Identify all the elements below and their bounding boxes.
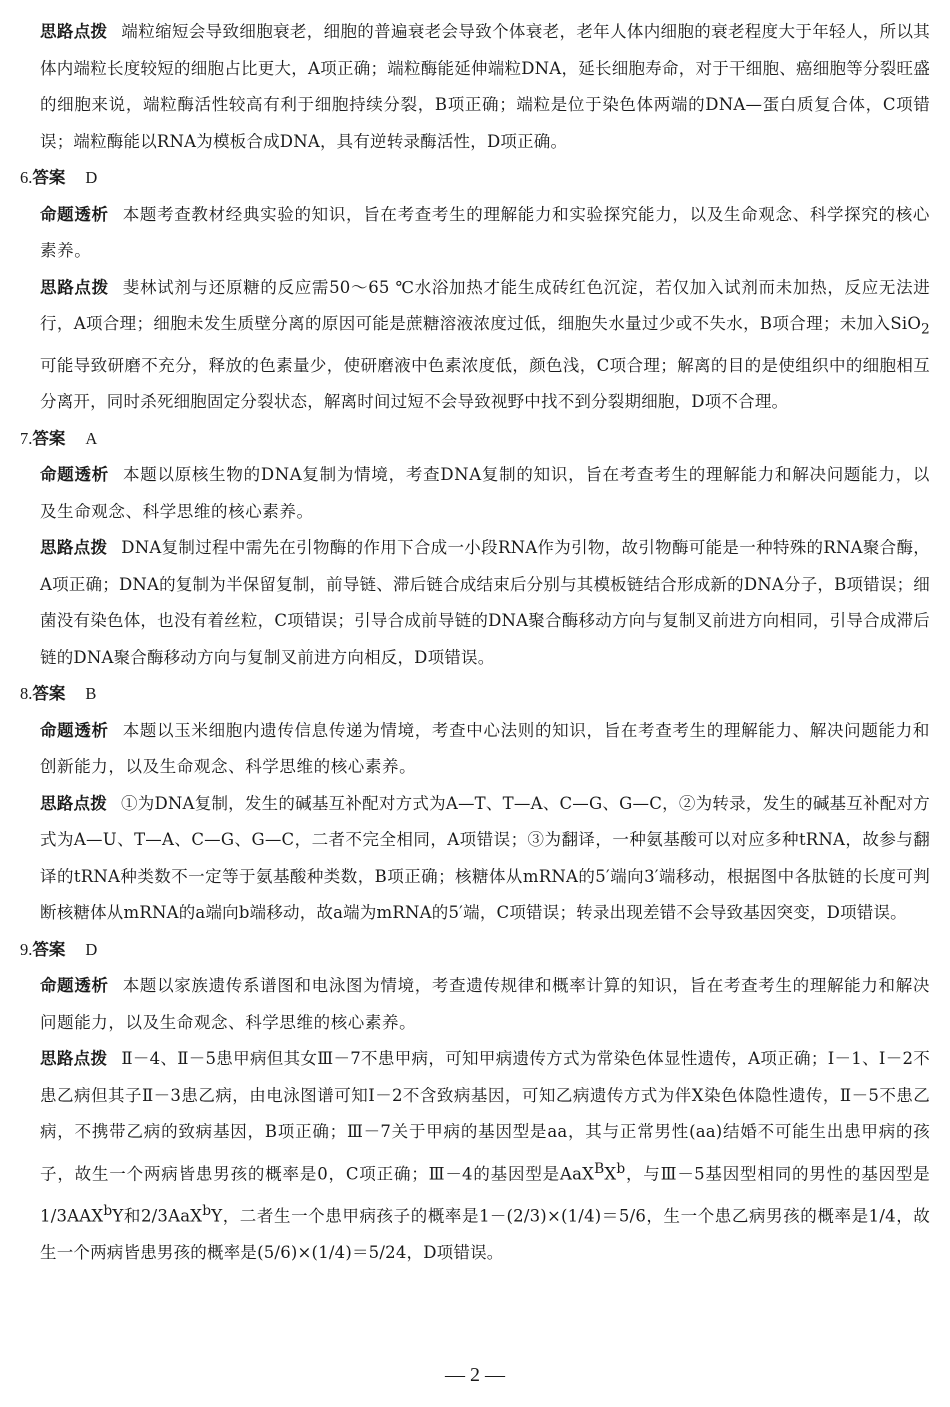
answer-label: 答案 <box>32 939 66 959</box>
analysis-label: 思路点拨 <box>40 22 108 41</box>
superscript: b <box>616 1160 626 1177</box>
analysis-text-1: Ⅱ－4、Ⅱ－5患甲病但其女Ⅲ－7不患甲病，可知甲病遗传方式为常染色体显性遗传，A项正确；Ⅰ－1、Ⅰ－2不患乙病但其子Ⅱ－3患乙病，由电泳图谱可知Ⅰ－2不含致病基因，可知乙病遗传方式为伴X染色体隐性遗传，Ⅱ－5不患乙病，不携带乙病的致病基因，B项正确；Ⅲ－7关于甲病的基因型是aa，其与正常男性(aa)结婚不可能生出患甲病的孩子，故生一个两病皆患男孩的概率是0，C项正确；Ⅲ－4的基因型是AaX <box>40 1049 930 1184</box>
question-number: 9. <box>20 939 33 959</box>
analysis-text: ①为DNA复制，发生的碱基互补配对方式为A—T、T—A、C—G、G—C，②为转录，发生的碱基互补配对方式为A—U、T—A、C—G、G—C，二者不完全相同，A项错误；③为翻译，一种氨基酸可以对应多种tRNA，故参与翻译的tRNA种类数不一定等于氨基酸种类数，B项正确；核糖体从mRNA的5′端向3′端移动，根据图中各肽链的长度可判断核糖体从mRNA的a端向b端移动，故a端为mRNA的5′端，C项错误；转录出现差错不会导致基因突变，D项错误。 <box>40 793 930 923</box>
q8-analysis <box>40 786 930 932</box>
q6-intent <box>40 197 930 270</box>
intent-text: 本题以家族遗传系谱图和电泳图为情境，考查遗传规律和概率计算的知识，旨在考查考生的理解能力和解决问题能力，以及生命观念、科学思维的核心素养。 <box>40 976 930 1032</box>
superscript: b <box>202 1202 212 1219</box>
analysis-text-a: 斐林试剂与还原糖的反应需50～65 ℃水浴加热才能生成砖红色沉淀，若仅加入试剂而未加热，反应无法进行，A项合理；细胞未发生质壁分离的原因可能是蔗糖溶液浓度过低，细胞失水量过少或不失水，B项合理；未加入SiO <box>40 277 930 333</box>
answer-value: D <box>85 939 98 959</box>
q8-answer-line <box>20 676 930 713</box>
analysis-label: 思路点拨 <box>40 793 107 813</box>
q9-intent <box>40 968 930 1041</box>
analysis-text-b: 可能导致研磨不充分，释放的色素量少，使研磨液中色素浓度低，颜色浅，C项合理；解离的目的是使组织中的细胞相互分离开，同时杀死细胞固定分裂状态，解离时间过短不会导致视野中找不到分裂期细胞，D项不合理。 <box>40 355 930 412</box>
answer-label: 答案 <box>32 428 66 448</box>
answer-key-page <box>20 14 931 1271</box>
analysis-text-3: ，与Ⅲ－5基因型相同的男性的基因型是1/3AAX <box>40 1164 930 1226</box>
q7-intent <box>40 457 930 530</box>
q9-answer-line <box>20 932 930 969</box>
intent-text: 本题以玉米细胞内遗传信息传递为情境，考查中心法则的知识，旨在考查考生的理解能力、解决问题能力和创新能力，以及生命观念、科学思维的核心素养。 <box>40 720 930 777</box>
intent-label: 命题透析 <box>40 720 109 740</box>
q6-analysis <box>40 270 930 421</box>
analysis-label: 思路点拨 <box>40 538 108 558</box>
answer-label: 答案 <box>32 684 66 704</box>
analysis-text-4: Y和2/3AaX <box>112 1206 203 1226</box>
q5-analysis <box>40 14 930 160</box>
question-number: 8. <box>20 684 33 704</box>
answer-label: 答案 <box>32 168 66 187</box>
q7-answer-line <box>20 421 930 458</box>
analysis-label: 思路点拨 <box>40 1049 108 1069</box>
answer-value: D <box>85 168 98 187</box>
q6-answer-line <box>20 160 930 197</box>
subscript: 2 <box>921 321 930 338</box>
analysis-text-2: X <box>604 1164 617 1184</box>
question-number: 6. <box>20 168 33 187</box>
question-number: 7. <box>20 428 33 448</box>
analysis-label: 思路点拨 <box>40 277 109 297</box>
analysis-text: 端粒缩短会导致细胞衰老，细胞的普遍衰老会导致个体衰老，老年人体内细胞的衰老程度大于年轻人，所以其体内端粒长度较短的细胞占比更大，A项正确；端粒酶能延伸端粒DNA，延长细胞寿命，对于干细胞、癌细胞等分裂旺盛的细胞来说，端粒酶活性较高有利于细胞持续分裂，B项正确；端粒是位于染色体两端的DNA—蛋白质复合体，C项错误；端粒酶能以RNA为模板合成DNA，具有逆转录酶活性，D项正确。 <box>40 22 930 151</box>
intent-label: 命题透析 <box>40 976 109 996</box>
intent-label: 命题透析 <box>40 465 109 485</box>
page-number: — 2 — <box>445 1364 505 1386</box>
q7-analysis <box>40 530 930 676</box>
analysis-text: DNA复制过程中需先在引物酶的作用下合成一小段RNA作为引物，故引物酶可能是一种特殊的RNA聚合酶，A项正确；DNA的复制为半保留复制，前导链、滞后链合成结束后分别与其模板链结合形成新的DNA分子，B项错误；细菌没有染色体，也没有着丝粒，C项错误；引导合成前导链的DNA聚合酶移动方向与复制叉前进方向相同，引导合成滞后链的DNA聚合酶移动方向与复制叉前进方向相反，D项错误。 <box>40 538 930 667</box>
answer-value: A <box>85 428 98 448</box>
analysis-text-5: Y，二者生一个患甲病孩子的概率是1－(2/3)×(1/4)＝5/6，生一个患乙病男孩的概率是1/4，故生一个两病皆患男孩的概率是(5/6)×(1/4)＝5/24，D项错误。 <box>40 1206 931 1262</box>
superscript: b <box>103 1202 113 1219</box>
intent-text: 本题考查教材经典实验的知识，旨在考查考生的理解能力和实验探究能力，以及生命观念、科学探究的核心素养。 <box>40 204 930 260</box>
intent-label: 命题透析 <box>40 204 109 224</box>
superscript: B <box>594 1160 605 1177</box>
q9-analysis <box>40 1041 930 1271</box>
intent-text: 本题以原核生物的DNA复制为情境，考查DNA复制的知识，旨在考查考生的理解能力和解决问题能力，以及生命观念、科学思维的核心素养。 <box>40 465 930 521</box>
answer-value: B <box>85 684 97 704</box>
q8-intent <box>40 713 930 786</box>
